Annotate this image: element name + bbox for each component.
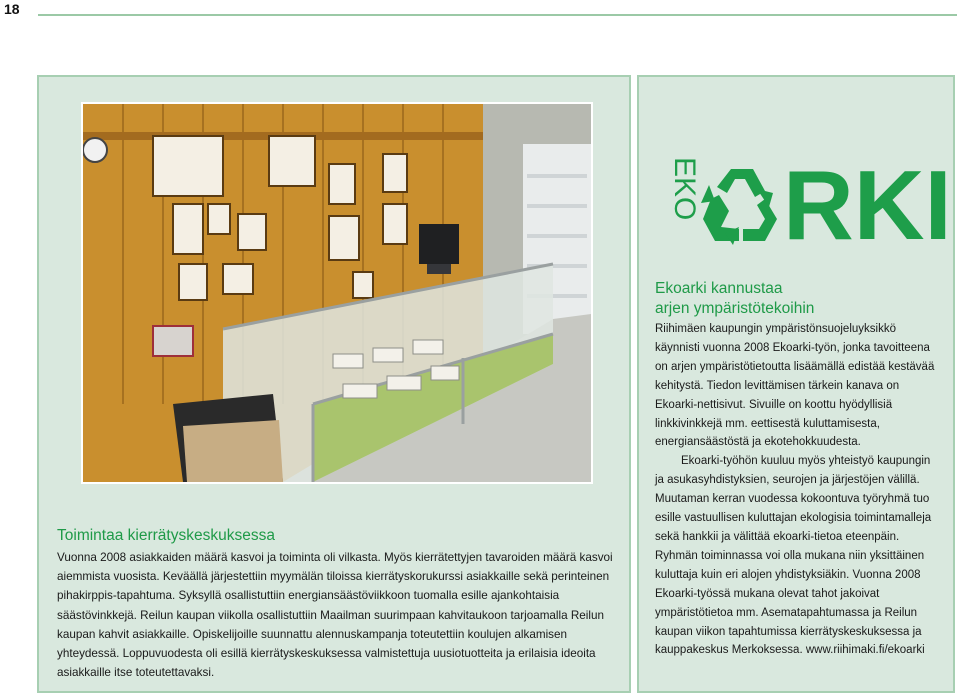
logo-prefix: EKO (668, 157, 701, 221)
left-body-text: Vuonna 2008 asiakkaiden määrä kasvoi ja toiminta oli vilkasta. Myös kierrätettyjen tavaroiden määrä kasvoi aiemmista vuosista. Keväällä järjestettiin myymälän tiloissa kierrätyskorukurssi asiakkaille sekä perinteinen pihakirppis-tapahtuma. Syksyllä osallistuttiin energiansäästöviikkoon tuomalla esille ajankohtaisia säästövinkkejä. Reilun kaupan viikolla osallistuttiin Maailman suurimpaan kahvitaukoon tarjoamalla Reilun kaupan kahvit asiakkaille. Opiskelijoille suunnattu alennuskampanja toteutettiin koulujen alkamisen yhteydessä. Loppuvuodesta oli esillä kierrätyskeskuksessa valmistettuja uusiotuotteita ja erilaisia ideoita asiakkaille itse toteutettavaksi. (57, 551, 613, 680)
left-panel (37, 75, 631, 693)
store-photo-illustration (83, 104, 591, 482)
ekoarki-logo (653, 149, 953, 245)
logo-main: RKI (783, 150, 952, 245)
recycle-icon (701, 169, 777, 245)
left-heading: Toimintaa kierrätyskeskuksessa (57, 527, 275, 544)
top-rule (38, 14, 957, 16)
store-photo (81, 102, 593, 484)
right-body-text (655, 320, 939, 660)
right-panel (637, 75, 955, 693)
page-number: 18 (4, 1, 20, 17)
right-paragraph-1: Riihimäen kaupungin ympäristönsuojeluyksikkö käynnisti vuonna 2008 Ekoarki-työn, jonka tavoitteena on arjen ympäristötietoutta lisäämällä edistää kestävää kehitystä. Tiedon levittämisen tärkein kanava on Ekoarki-nettisivut. Sivuille on koottu hyödyllisiä linkkivinkkejä mm. eettisestä kuluttamisesta, energiansäästöstä ja ekotehokkuudesta. (655, 323, 935, 449)
right-heading (655, 279, 814, 319)
right-heading-line1: Ekoarki kannustaa (655, 280, 783, 297)
right-paragraph-2: Ekoarki-työhön kuuluu myös yhteistyö kaupungin ja asukasyhdistyksien, seurojen ja järjestöjen välillä. Muutaman kerran vuodessa kokoontuva työryhmä tuo esille vastuullisen kuluttajan ekologisia toimintamalleja sekä hankkii ja välittää ekoarki-tietoa eteenpäin. Ryhmän toiminnassa voi olla mukana niin yksittäinen kuluttaja kuin eri alojen yhdistyksiäkin. Vuonna 2008 Ekoarki-työssä mukana olevat tahot jakoivat ympäristötietoa mm. Asematapahtumassa ja Reilun kaupan viikon tapahtumissa kierrätyskeskuksessa ja kauppakeskus Merkoksessa. www.riihimaki.fi/ekoarki (655, 455, 932, 657)
right-heading-line2: arjen ympäristötekoihin (655, 300, 815, 317)
